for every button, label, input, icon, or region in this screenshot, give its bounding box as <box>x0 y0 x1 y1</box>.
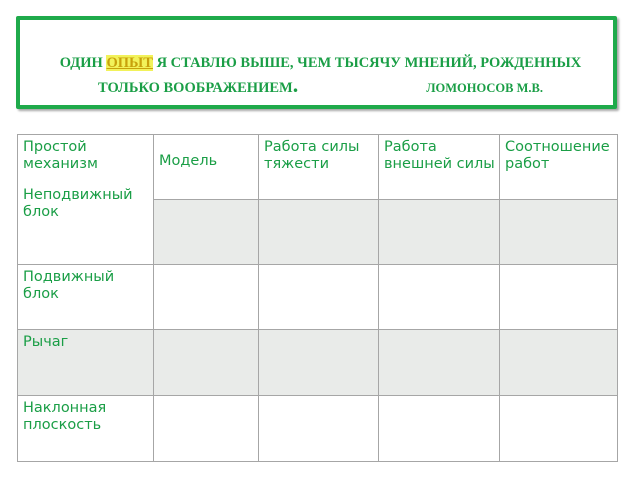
quote-box <box>16 16 617 109</box>
table-header-cell: Работа внешней силы <box>379 135 500 200</box>
quote-part: Я СТАВЛЮ ВЫШЕ, ЧЕМ ТЫСЯЧУ МНЕНИЙ, РОЖДЕННЫХ <box>152 55 582 71</box>
mechanisms-table <box>17 134 618 462</box>
header-label: Простой механизм <box>23 139 98 172</box>
quote-part: ТОЛЬКО ВООБРАЖЕНИЕМ <box>98 80 293 96</box>
table-cell <box>500 265 618 330</box>
table-row <box>18 396 618 462</box>
quote-text <box>20 52 621 99</box>
table-cell <box>379 330 500 396</box>
row-label: Наклонная плоскость <box>18 396 154 462</box>
row-label: Рычаг <box>18 330 154 396</box>
table-cell <box>500 396 618 462</box>
table-cell <box>379 200 500 265</box>
table-header-cell <box>18 135 154 265</box>
table-header-cell: Соотношение работ <box>500 135 618 200</box>
table-cell <box>154 396 259 462</box>
quote-part: ОДИН <box>59 55 107 71</box>
table-cell <box>154 330 259 396</box>
table-row <box>18 330 618 396</box>
table-header-row <box>18 135 618 200</box>
table-header-cell: Модель <box>154 135 259 200</box>
table-cell <box>259 330 379 396</box>
quote-line-1 <box>20 52 621 74</box>
table-cell <box>379 396 500 462</box>
table-cell <box>500 200 618 265</box>
table-cell <box>500 330 618 396</box>
row-label: Подвижный блок <box>18 265 154 330</box>
quote-line-2 <box>20 74 621 99</box>
quote-highlight: ОПЫТ <box>106 55 153 71</box>
table-header-cell: Работа силы тяжести <box>259 135 379 200</box>
table-cell <box>259 396 379 462</box>
table-cell <box>259 265 379 330</box>
quote-author: ЛОМОНОСОВ М.В. <box>426 81 543 95</box>
table-cell <box>154 265 259 330</box>
row-label: Неподвижный блок <box>23 187 133 220</box>
table-cell <box>259 200 379 265</box>
quote-dot: . <box>292 72 299 97</box>
table-cell <box>379 265 500 330</box>
table-cell <box>154 200 259 265</box>
table-row <box>18 265 618 330</box>
